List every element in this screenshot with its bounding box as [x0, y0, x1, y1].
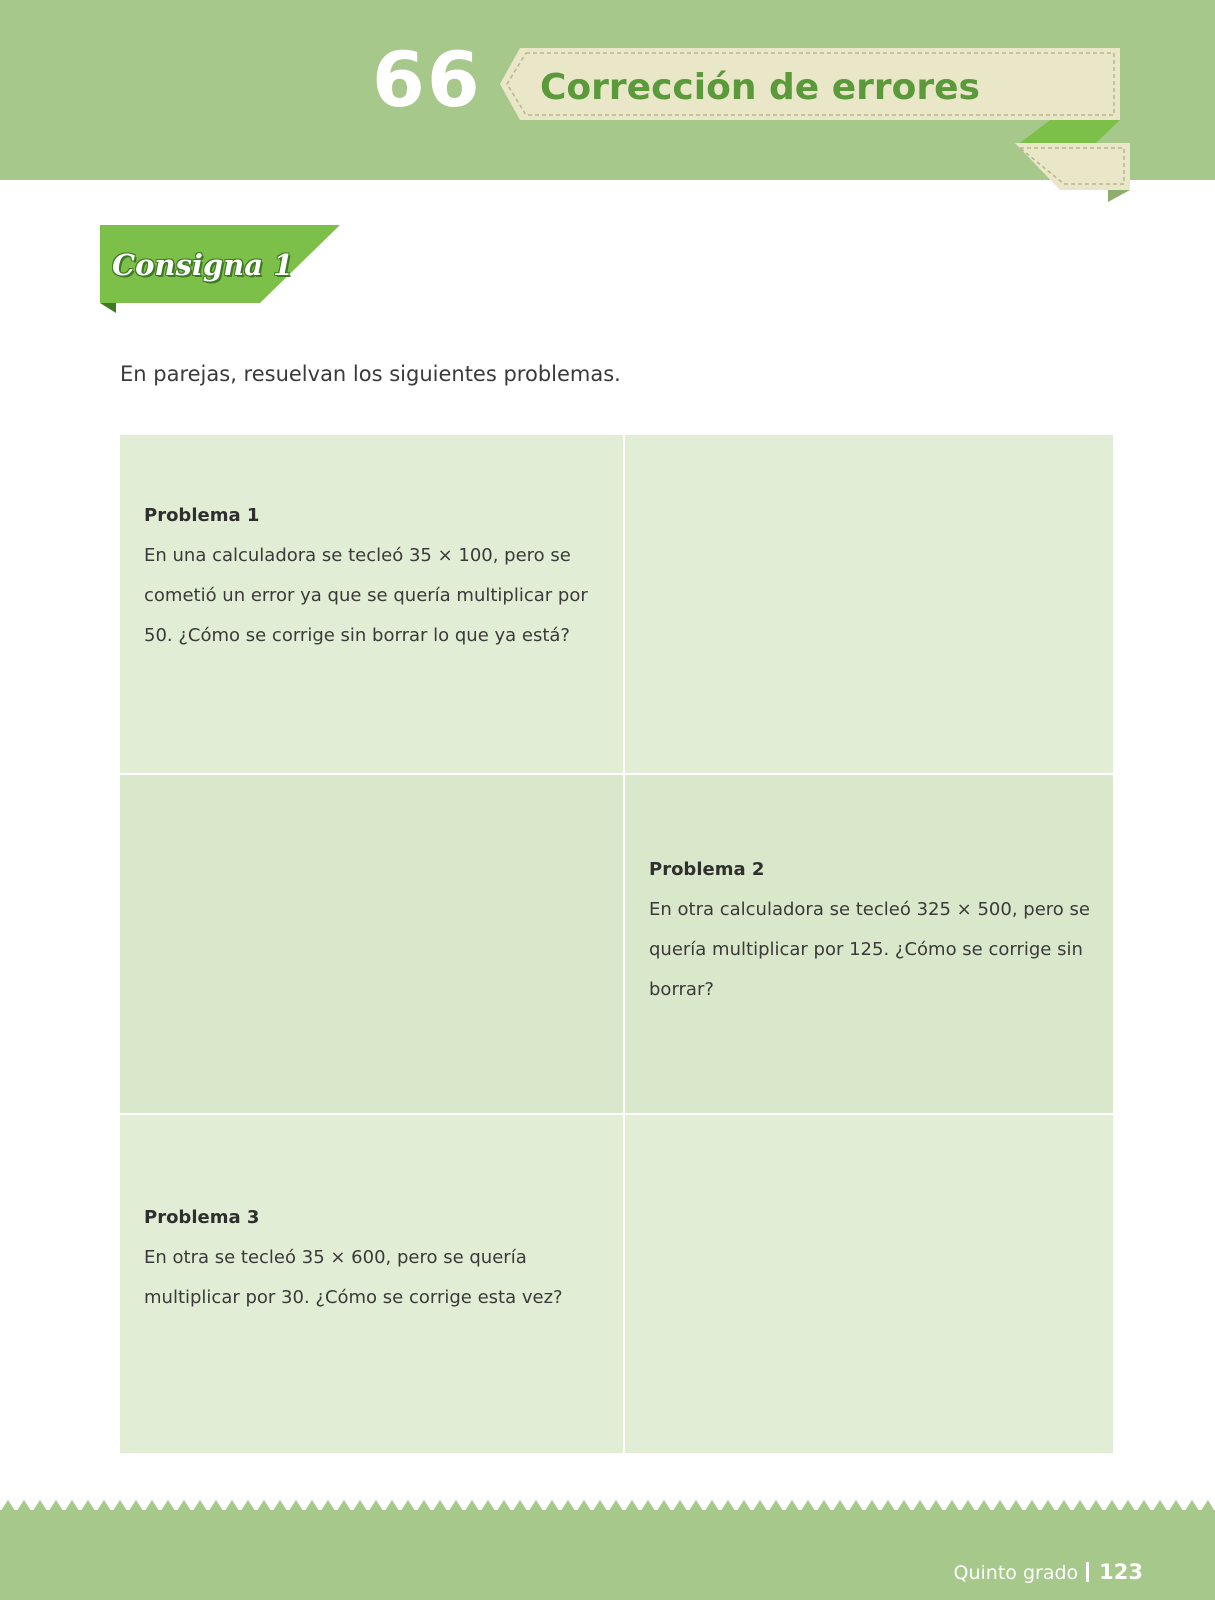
problem-1: [144, 505, 605, 656]
problem-2-title: Problema 2: [649, 859, 765, 880]
problem-3-title: Problema 3: [144, 1207, 260, 1228]
lesson-number: 66: [372, 35, 482, 124]
answer-3-cell[interactable]: [625, 1115, 1115, 1455]
problem-1-text: En una calculadora se tecleó 35 × 100, pero se cometió un error ya que se quería multiplicar por 50. ¿Cómo se corrige sin borrar lo que ya está?: [144, 545, 588, 646]
problem-1-cell: [120, 435, 625, 775]
problem-2-text: En otra calculadora se tecleó 325 × 500, pero se quería multiplicar por 125. ¿Cómo se corrige sin borrar?: [649, 899, 1090, 1000]
footer-band: [0, 1510, 1215, 1600]
problem-3-cell: [120, 1115, 625, 1455]
instruction-text: En parejas, resuelvan los siguientes problemas.: [120, 362, 621, 386]
problem-1-title: Problema 1: [144, 505, 260, 526]
answer-1-cell[interactable]: [625, 435, 1115, 775]
page-footer: [954, 1560, 1143, 1584]
problems-grid: [120, 435, 1115, 1455]
answer-2-cell[interactable]: [120, 775, 625, 1115]
footer-separator: [1086, 1562, 1089, 1582]
problem-2: [649, 859, 1095, 1010]
problem-3-text: En otra se tecleó 35 × 600, pero se quería multiplicar por 30. ¿Cómo se corrige esta vez?: [144, 1247, 563, 1308]
problem-2-cell: [625, 775, 1115, 1115]
grade-label: Quinto grado: [953, 1562, 1079, 1584]
problem-3: [144, 1207, 605, 1318]
page-number: 123: [1099, 1560, 1143, 1584]
lesson-title: Corrección de errores: [540, 67, 980, 108]
consigna-label: Consigna 1: [112, 248, 294, 282]
